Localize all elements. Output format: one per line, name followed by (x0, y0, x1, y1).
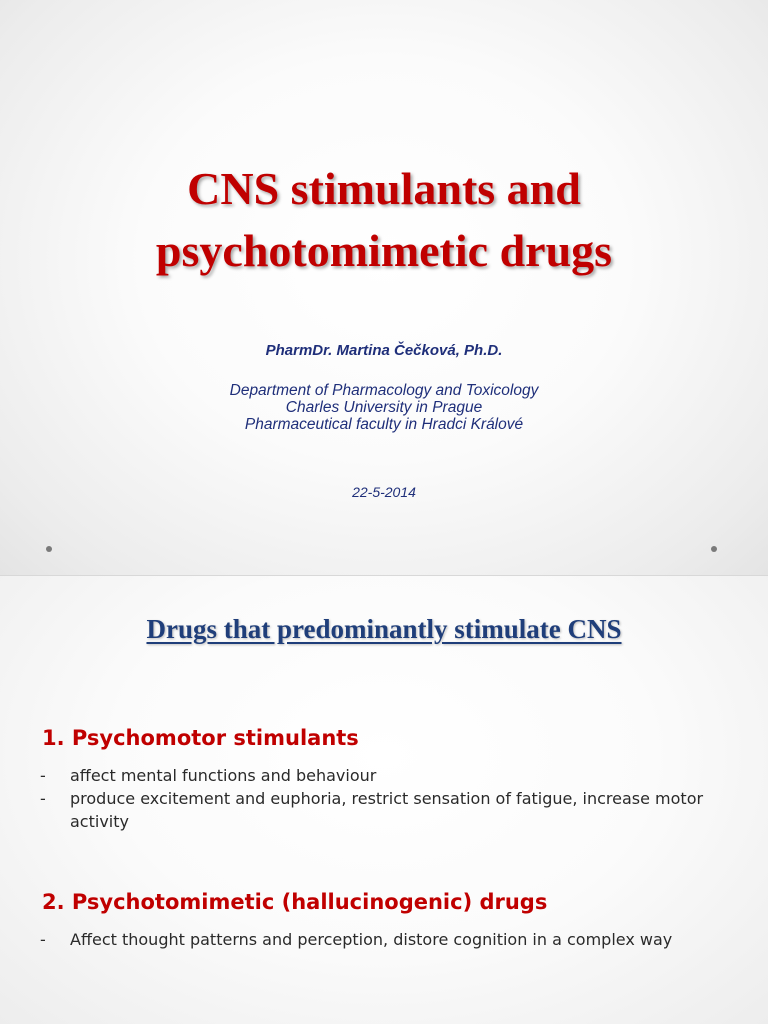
slide-title-line-1: CNS stimulants and (187, 163, 581, 214)
slide-title-line-2: psychotomimetic drugs (155, 225, 613, 276)
bullet-text: affect mental functions and behaviour (70, 766, 377, 785)
section-heading-psychotomimetic: 2. Psychotomimetic (hallucinogenic) drugs (42, 890, 548, 914)
bullet-list-psychotomimetic (40, 928, 752, 951)
list-item (40, 787, 752, 833)
presentation-date: 22-5-2014 (352, 484, 416, 500)
bullet-text: Affect thought patterns and perception, distore cognition in a complex way (70, 930, 673, 949)
author-name: PharmDr. Martina Čečková, Ph.D. (265, 342, 503, 359)
bullet-marker: - (40, 766, 46, 785)
bullet-list-psychomotor (40, 764, 752, 833)
list-item (40, 764, 752, 787)
slide-dot-left (46, 546, 52, 552)
section-heading-psychomotor: 1. Psychomotor stimulants (42, 726, 359, 750)
affiliation (0, 382, 768, 433)
bullet-marker: - (40, 789, 46, 808)
bullet-text: produce excitement and euphoria, restrict sensation of fatigue, increase motor activity (70, 789, 704, 831)
affiliation-department: Department of Pharmacology and Toxicology (229, 382, 539, 399)
content-slide (0, 576, 768, 1024)
affiliation-university: Charles University in Prague (285, 399, 483, 416)
slide-title (0, 158, 768, 282)
affiliation-faculty: Pharmaceutical faculty in Hradci Králové (244, 416, 524, 433)
slide-dot-right (711, 546, 717, 552)
bullet-marker: - (40, 930, 46, 949)
list-item (40, 928, 752, 951)
content-slide-title: Drugs that predominantly stimulate CNS (146, 614, 622, 644)
